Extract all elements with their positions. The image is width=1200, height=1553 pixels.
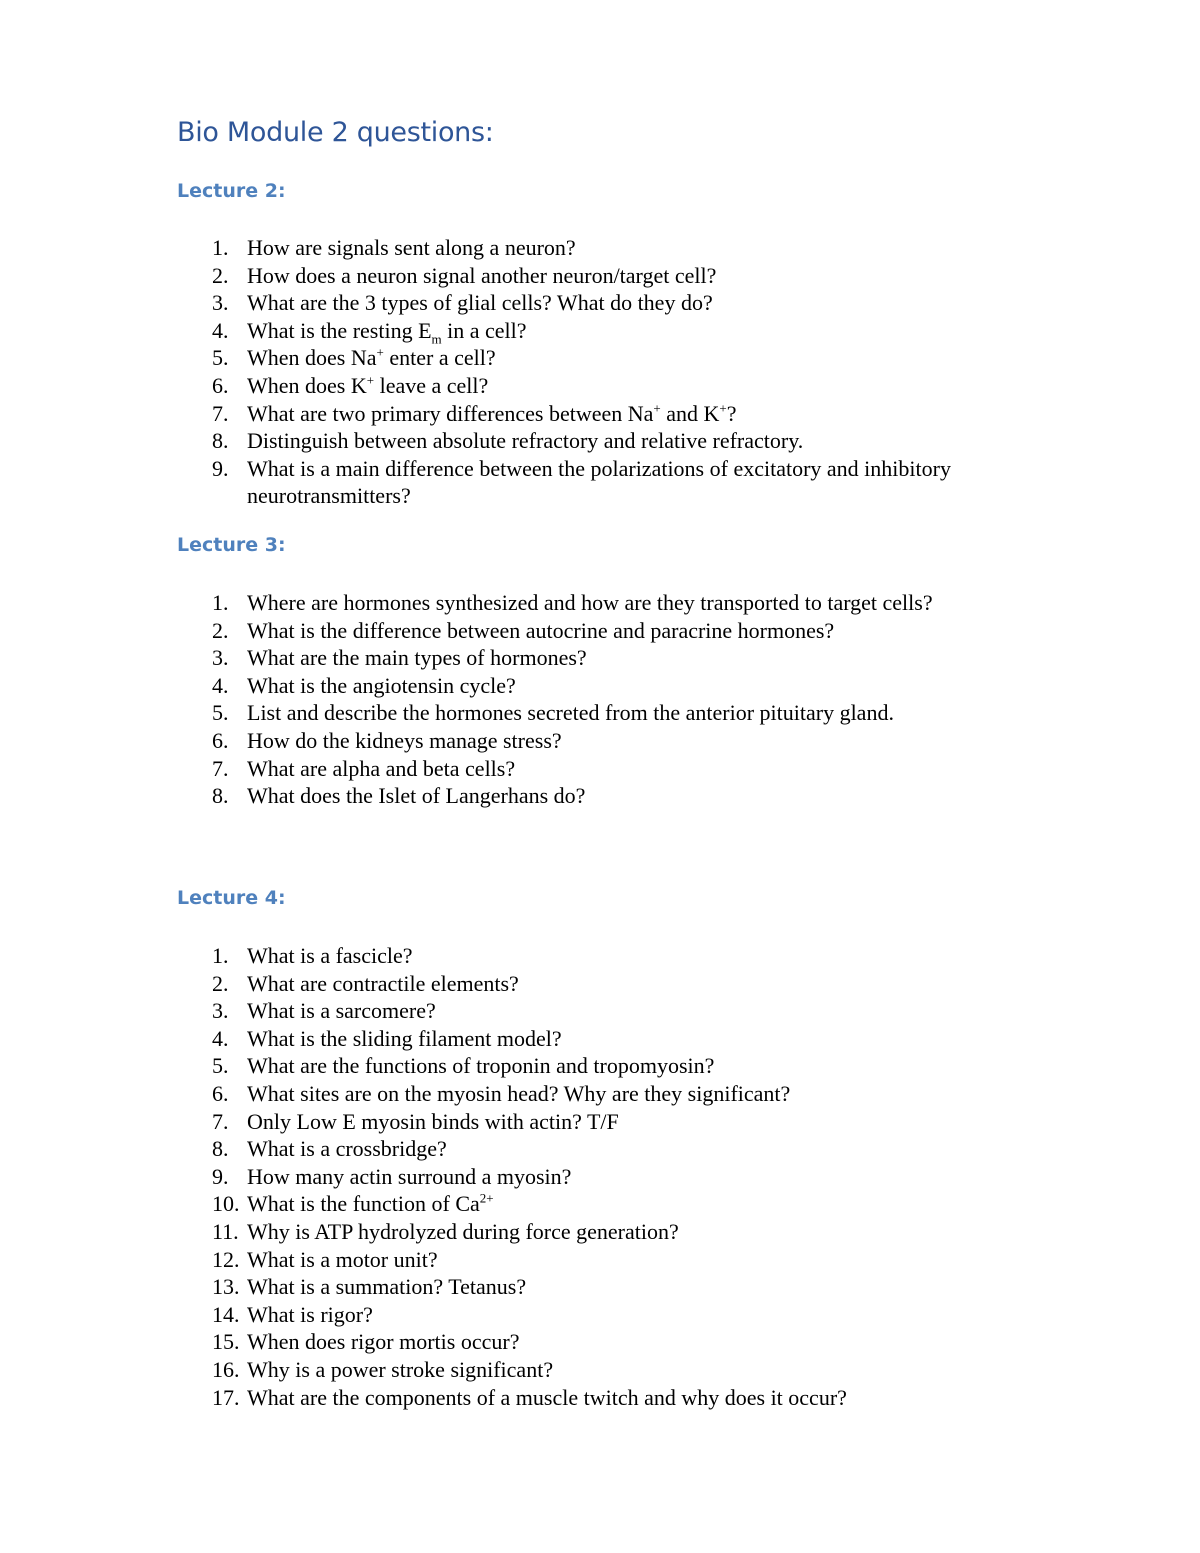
item-number: 4. [212,1025,229,1051]
item-number: 4. [212,317,229,343]
list-item [0,427,1017,455]
item-number: 10. [212,1191,240,1217]
list-item [0,1052,1017,1080]
section-heading-lecture-4: Lecture 4: [177,887,286,909]
question-text: What is a crossbridge? [247,1136,447,1162]
question-text: What is a main difference between the polarizations of excitatory and inhibitory neurotransmitters? [247,455,951,509]
list-item [0,617,1017,645]
item-number: 9. [212,1163,229,1189]
list-item [0,1384,1017,1412]
item-number: 2. [212,617,229,643]
question-text: When does K+ leave a cell? [247,372,489,398]
item-number: 3. [212,645,229,671]
item-number: 5. [212,700,229,726]
list-item [0,372,1017,400]
item-number: 8. [212,428,229,454]
item-number: 1. [212,235,229,260]
item-number: 8. [212,1136,229,1162]
item-number: 6. [212,1080,229,1106]
list-item [0,1246,1017,1274]
question-text: What is a summation? Tetanus? [247,1274,527,1300]
question-text: What are the main types of hormones? [247,645,587,671]
list-item [0,400,1017,428]
list-item [0,262,1017,290]
question-text: Only Low E myosin binds with actin? T/F [247,1108,619,1134]
item-number: 1. [212,943,229,968]
question-text: When does Na+ enter a cell? [247,345,496,371]
item-number: 17. [212,1384,240,1410]
list-item [0,1218,1017,1246]
question-list-lecture-3 [0,589,1017,810]
question-text: Where are hormones synthesized and how are they transported to target cells? [247,590,933,615]
item-number: 15. [212,1329,240,1355]
question-text: What are two primary differences between Na+ and K+? [247,400,737,426]
question-text: What are the functions of troponin and tropomyosin? [247,1053,715,1079]
question-text: What are the 3 types of glial cells? What do they do? [247,290,713,316]
item-number: 3. [212,998,229,1024]
question-text: What is a motor unit? [247,1246,438,1272]
list-item [0,1025,1017,1053]
item-number: 16. [212,1356,240,1382]
list-item [0,782,1017,810]
list-item [0,455,1017,510]
question-text: What are alpha and beta cells? [247,755,516,781]
list-item [0,970,1017,998]
list-item [0,289,1017,317]
document-title: Bio Module 2 questions: [177,117,494,148]
question-text: How many actin surround a myosin? [247,1163,572,1189]
question-text: What is the resting $E_m$ in a cell? [247,317,527,347]
list-item [0,1135,1017,1163]
question-text: What is a sarcomere? [247,998,436,1024]
item-number: 3. [212,290,229,316]
list-item [0,727,1017,755]
list-item [0,1190,1017,1218]
item-number: 5. [212,345,229,371]
list-item [0,1273,1017,1301]
item-number: 2. [212,262,229,288]
item-number: 2. [212,970,229,996]
list-item [0,942,1017,970]
list-item [0,644,1017,672]
item-number: 6. [212,727,229,753]
list-item [0,755,1017,783]
item-number: 8. [212,783,229,809]
question-text: What is a fascicle? [247,943,413,968]
item-number: 9. [212,455,229,481]
item-number: 5. [212,1053,229,1079]
question-text: What is the sliding filament model? [247,1025,562,1051]
list-item [0,234,1017,262]
item-number: 14. [212,1301,240,1327]
question-text: What is rigor? [247,1301,373,1327]
item-number: 1. [212,590,229,615]
list-item [0,1301,1017,1329]
question-text: Distinguish between absolute refractory and relative refractory. [247,428,804,454]
list-item [0,699,1017,727]
list-item [0,1163,1017,1191]
list-item [0,997,1017,1025]
question-text: What are contractile elements? [247,970,519,996]
item-number: 7. [212,1108,229,1134]
question-text: What does the Islet of Langerhans do? [247,783,586,809]
list-item [0,589,1017,617]
question-text: What is the function of $Ca^{2+}$ [247,1191,494,1217]
question-text: Why is ATP hydrolyzed during force generation? [247,1218,679,1244]
item-number: 11. [212,1218,239,1244]
question-text: What are the components of a muscle twitch and why does it occur? [247,1384,847,1410]
list-item [0,672,1017,700]
question-text: Why is a power stroke significant? [247,1356,554,1382]
item-number: 12. [212,1246,240,1272]
question-text: List and describe the hormones secreted from the anterior pituitary gland. [247,700,894,726]
list-item [0,1080,1017,1108]
list-item [0,317,1017,345]
question-text: What is the difference between autocrine and paracrine hormones? [247,617,835,643]
question-text: How does a neuron signal another neuron/target cell? [247,262,717,288]
question-text: How do the kidneys manage stress? [247,727,562,753]
question-text: What sites are on the myosin head? Why are they significant? [247,1080,791,1106]
list-item [0,344,1017,372]
question-list-lecture-4 [0,942,1017,1411]
question-text: When does rigor mortis occur? [247,1329,520,1355]
item-number: 7. [212,755,229,781]
section-heading-lecture-2: Lecture 2: [177,180,286,202]
item-number: 13. [212,1274,240,1300]
item-number: 6. [212,372,229,398]
list-item [0,1356,1017,1384]
section-heading-lecture-3: Lecture 3: [177,534,286,556]
list-item [0,1108,1017,1136]
question-text: What is the angiotensin cycle? [247,672,516,698]
item-number: 4. [212,672,229,698]
item-number: 7. [212,400,229,426]
question-list-lecture-2 [0,234,1017,510]
question-text: How are signals sent along a neuron? [247,235,576,260]
list-item [0,1328,1017,1356]
